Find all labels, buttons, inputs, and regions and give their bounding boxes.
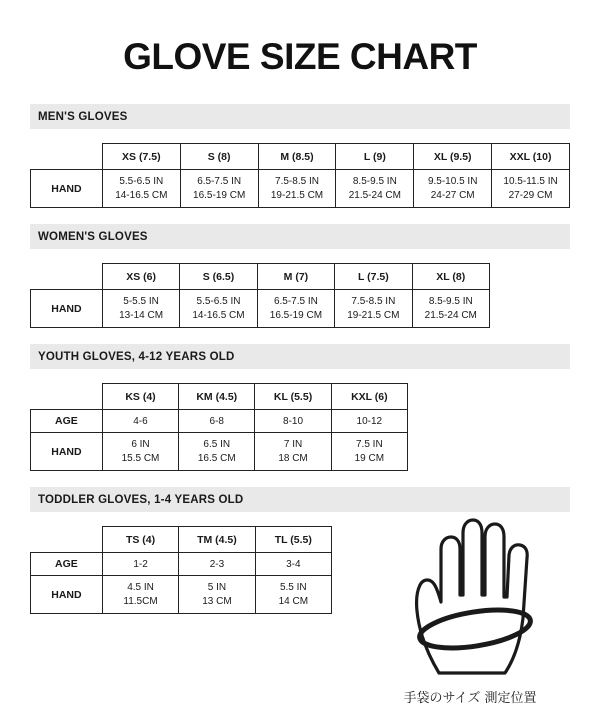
column-header: S (6.5): [180, 264, 257, 290]
table-row: [31, 433, 408, 471]
section-heading-youth: YOUTH GLOVES, 4-12 YEARS OLD: [30, 344, 570, 369]
cell-line-cm: 19-21.5 CM: [347, 309, 400, 321]
hand-glove-measurement-icon: [387, 503, 572, 678]
cell-line-in: 6 IN: [131, 439, 150, 450]
table-corner-cell: [31, 264, 103, 290]
cell-line-in: 5 IN: [207, 582, 227, 593]
table-header-row: [31, 527, 332, 553]
section-heading-womens: WOMEN'S GLOVES: [30, 224, 570, 249]
section-heading-toddler: TODDLER GLOVES, 1-4 YEARS OLD: [30, 487, 570, 512]
column-header: KXL (6): [331, 384, 407, 410]
cell-line-in: 6.5-7.5 IN: [273, 296, 318, 307]
cell-line-in: 5.5 IN: [279, 582, 307, 593]
cell-line-in: 10.5-11.5 IN: [503, 176, 558, 187]
table-row: [31, 410, 408, 433]
row-label: HAND: [31, 290, 103, 328]
cell-line-cm: 11.5CM: [123, 595, 158, 607]
table-cell: [179, 576, 255, 614]
column-header: S (8): [180, 144, 258, 170]
cell-line-in: 6.5 IN: [203, 439, 231, 450]
table-cell: [492, 170, 570, 208]
cell-line-cm: 14-16.5 CM: [192, 309, 245, 321]
cell-line-in: 7 IN: [283, 439, 303, 450]
table-corner-cell: [31, 384, 103, 410]
table-cell: [102, 290, 179, 328]
table-cell: [102, 170, 180, 208]
cell-line-in: 5-5.5 IN: [123, 296, 159, 307]
cell-line-cm: 14-16.5 CM: [115, 189, 168, 201]
cell-line-in: 5.5-6.5 IN: [119, 176, 164, 187]
cell-line-in: 8.5-9.5 IN: [428, 296, 473, 307]
cell-line-cm: 21.5-24 CM: [424, 309, 477, 321]
table-row: [31, 170, 570, 208]
table-cell: [179, 433, 255, 471]
table-cell: [180, 170, 258, 208]
row-label: HAND: [31, 576, 103, 614]
table-cell: 4-6: [102, 410, 178, 433]
cell-line-cm: 19 CM: [354, 452, 385, 464]
table-row: [31, 576, 332, 614]
cell-line-in: 7.5 IN: [356, 439, 383, 450]
cell-line-cm: 16.5 CM: [197, 452, 236, 464]
column-header: L (7.5): [335, 264, 412, 290]
table-header-row: [31, 264, 490, 290]
column-header: KS (4): [102, 384, 178, 410]
column-header: L (9): [336, 144, 414, 170]
cell-line-in: 7.5-8.5 IN: [351, 296, 396, 307]
cell-line-in: 4.5 IN: [127, 582, 154, 593]
table-cell: [258, 170, 336, 208]
youth-gloves-table: [30, 383, 408, 471]
mens-gloves-table: [30, 143, 570, 208]
table-cell: 3-4: [255, 553, 331, 576]
illustration-caption: 手袋のサイズ 測定位置: [403, 691, 537, 706]
table-cell: [414, 170, 492, 208]
cell-line-cm: 16.5-19 CM: [193, 189, 246, 201]
column-header: XS (6): [102, 264, 179, 290]
column-header: M (7): [257, 264, 334, 290]
table-cell: [335, 290, 412, 328]
table-header-row: [31, 144, 570, 170]
table-cell: [412, 290, 489, 328]
column-header: KL (5.5): [255, 384, 331, 410]
table-row: [31, 290, 490, 328]
table-cell: [255, 576, 331, 614]
cell-line-cm: 21.5-24 CM: [348, 189, 401, 201]
column-header: TM (4.5): [179, 527, 255, 553]
cell-line-in: 5.5-6.5 IN: [196, 296, 241, 307]
cell-line-in: 7.5-8.5 IN: [275, 176, 319, 187]
table-header-row: [31, 384, 408, 410]
table-cell: 10-12: [331, 410, 407, 433]
table-cell: [102, 433, 178, 471]
table-cell: 6-8: [179, 410, 255, 433]
toddler-gloves-table: [30, 526, 332, 614]
table-cell: [255, 433, 331, 471]
womens-gloves-table: [30, 263, 490, 328]
column-header: XXL (10): [492, 144, 570, 170]
cell-line-cm: 13 CM: [202, 595, 232, 607]
cell-line-cm: 15.5 CM: [121, 452, 160, 464]
cell-line-cm: 27-29 CM: [508, 189, 553, 201]
cell-line-cm: 14 CM: [278, 595, 309, 607]
table-corner-cell: [31, 527, 103, 553]
column-header: XL (9.5): [414, 144, 492, 170]
table-cell: [180, 290, 257, 328]
cell-line-cm: 13-14 CM: [119, 309, 164, 321]
row-label: HAND: [31, 433, 103, 471]
column-header: KM (4.5): [179, 384, 255, 410]
page-title: GLOVE SIZE CHART: [123, 36, 477, 77]
cell-line-in: 6.5-7.5 IN: [197, 176, 242, 187]
table-row: [31, 553, 332, 576]
cell-line-cm: 18 CM: [278, 452, 308, 464]
column-header: TL (5.5): [255, 527, 331, 553]
cell-line-cm: 16.5-19 CM: [269, 309, 323, 321]
column-header: XL (8): [412, 264, 489, 290]
column-header: M (8.5): [258, 144, 336, 170]
table-cell: 8-10: [255, 410, 331, 433]
table-cell: 1-2: [102, 553, 178, 576]
cell-line-cm: 24-27 CM: [430, 189, 475, 201]
row-label: AGE: [31, 553, 103, 576]
table-cell: [331, 433, 407, 471]
table-cell: [336, 170, 414, 208]
row-label: AGE: [31, 410, 103, 433]
table-corner-cell: [31, 144, 103, 170]
table-cell: [102, 576, 178, 614]
cell-line-in: 9.5-10.5 IN: [427, 176, 478, 187]
table-cell: 2-3: [179, 553, 255, 576]
cell-line-in: 8.5-9.5 IN: [352, 176, 397, 187]
column-header: TS (4): [102, 527, 178, 553]
section-heading-mens: MEN'S GLOVES: [30, 104, 570, 129]
cell-line-cm: 19-21.5 CM: [270, 189, 324, 201]
column-header: XS (7.5): [102, 144, 180, 170]
row-label: HAND: [31, 170, 103, 208]
table-cell: [257, 290, 334, 328]
